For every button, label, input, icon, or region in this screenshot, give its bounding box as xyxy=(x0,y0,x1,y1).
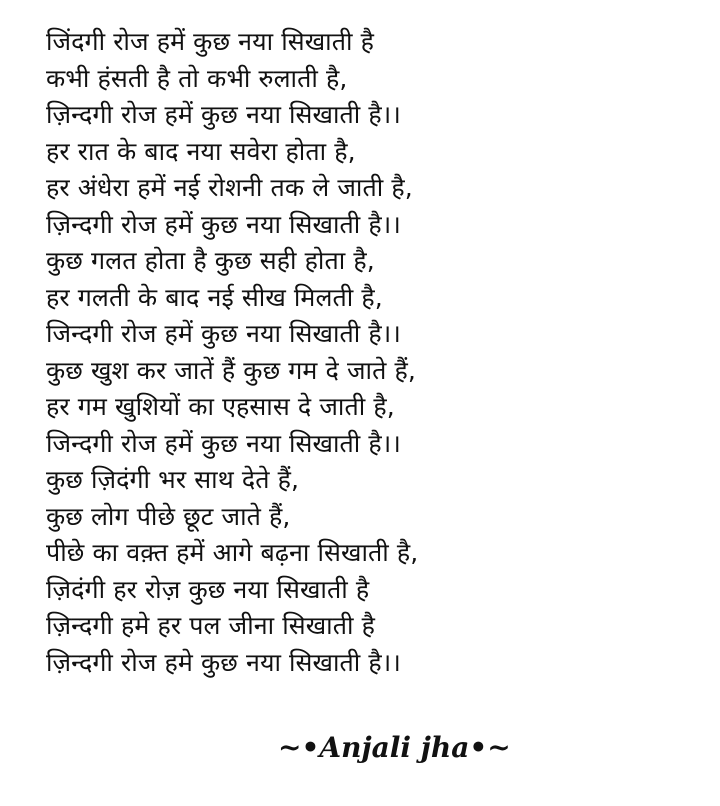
poem-line: जिंदगी रोज हमें कुछ नया सिखाती है xyxy=(46,27,374,56)
poem-line: हर रात के बाद नया सवेरा होता है, xyxy=(46,136,356,166)
poem-line: ज़िदंगी हर रोज़ कुछ नया सिखाती है xyxy=(46,574,370,604)
poem-line: हर गलती के बाद नई सीख मिलती है, xyxy=(46,282,383,312)
poem-text xyxy=(46,24,706,681)
poem-line: ज़िन्दगी हमे हर पल जीना सिखाती है xyxy=(46,611,376,640)
poem-line: जिन्दगी रोज हमें कुछ नया सिखाती है।। xyxy=(46,428,401,458)
poem-line: हर गम खुशियों का एहसास दे जाती है, xyxy=(46,392,395,421)
poem-line: ज़िन्दगी रोज हमे कुछ नया सिखाती है।। xyxy=(46,647,401,677)
poem-line: कभी हंसती है तो कभी रुलाती है, xyxy=(46,63,348,93)
poem-line: ज़िन्दगी रोज हमें कुछ नया सिखाती है।। xyxy=(46,100,401,129)
poem-line: पीछे का वक़्त हमें आगे बढ़ना सिखाती है, xyxy=(46,538,419,567)
poem-line: कुछ खुश कर जातें हैं कुछ गम दे जाते हैं, xyxy=(46,355,416,385)
poem-line: ज़िन्दगी रोज हमें कुछ नया सिखाती है।। xyxy=(46,209,401,239)
poem-line: हर अंधेरा हमें नई रोशनी तक ले जाती है, xyxy=(46,173,413,202)
poem-line: कुछ ज़िदंगी भर साथ देते हैं, xyxy=(46,465,300,494)
poem-line: कुछ लोग पीछे छूट जाते हैं, xyxy=(46,501,291,531)
author-signature: ~•Anjali jha•~ xyxy=(278,731,511,764)
poem-line: कुछ गलत होता है कुछ सही होता है, xyxy=(46,246,375,275)
poem-line: जिन्दगी रोज हमें कुछ नया सिखाती है।। xyxy=(46,319,401,348)
